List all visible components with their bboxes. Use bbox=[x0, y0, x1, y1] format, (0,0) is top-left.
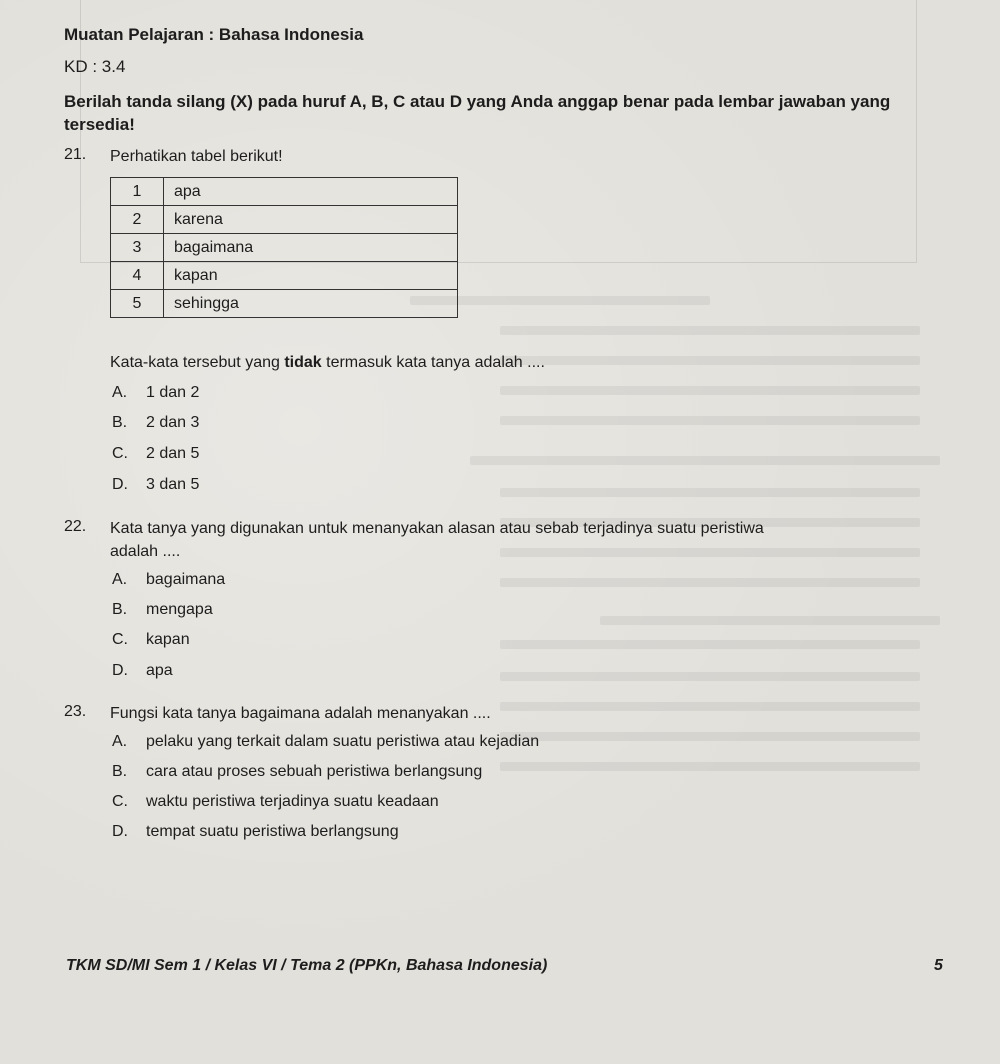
question-22-number: 22. bbox=[64, 518, 87, 535]
ghost-line bbox=[500, 672, 920, 681]
option-22-b-letter[interactable]: B. bbox=[112, 601, 128, 618]
ghost-line bbox=[500, 640, 920, 649]
question-21-prompt: Perhatikan tabel berikut! bbox=[110, 148, 283, 165]
kd-label: KD : 3.4 bbox=[64, 57, 126, 76]
option-22-a-letter[interactable]: A. bbox=[112, 571, 128, 588]
ghost-line bbox=[500, 578, 920, 587]
ghost-line bbox=[600, 616, 940, 625]
option-23-b-text[interactable]: cara atau proses sebuah peristiwa berlangsung bbox=[146, 763, 483, 780]
subject-heading: Muatan Pelajaran : Bahasa Indonesia bbox=[64, 25, 364, 44]
option-23-c-letter[interactable]: C. bbox=[112, 793, 128, 810]
ghost-line bbox=[500, 326, 920, 335]
table-row bbox=[111, 206, 458, 234]
option-22-c-text[interactable]: kapan bbox=[146, 631, 190, 648]
option-22-d-letter[interactable]: D. bbox=[112, 662, 128, 679]
question-22-text-line2: adalah .... bbox=[110, 543, 181, 560]
option-22-d-text[interactable]: apa bbox=[146, 662, 173, 679]
ghost-line bbox=[500, 732, 920, 741]
option-23-d-letter[interactable]: D. bbox=[112, 823, 128, 840]
option-23-d-text[interactable]: tempat suatu peristiwa berlangsung bbox=[146, 823, 399, 840]
table-cell-number: 2 bbox=[111, 206, 164, 234]
option-23-a-text[interactable]: pelaku yang terkait dalam suatu peristiwa atau kejadian bbox=[146, 733, 540, 750]
option-21-b-letter[interactable]: B. bbox=[112, 414, 128, 431]
question-21-text bbox=[110, 352, 545, 374]
instruction-text: Berilah tanda silang (X) pada huruf A, B, C atau D yang Anda anggap benar pada lembar jawaban yang tersedia! bbox=[64, 92, 891, 134]
option-21-a-letter[interactable]: A. bbox=[112, 384, 128, 401]
ghost-line bbox=[500, 416, 920, 425]
option-23-a-letter[interactable]: A. bbox=[112, 733, 128, 750]
ghost-line bbox=[500, 702, 920, 711]
table-cell-number: 3 bbox=[111, 234, 164, 262]
option-21-c-text[interactable]: 2 dan 5 bbox=[146, 445, 200, 462]
table-cell-number: 5 bbox=[111, 290, 164, 318]
question-21-text-emphasis: tidak bbox=[284, 354, 322, 371]
option-23-c-text[interactable]: waktu peristiwa terjadinya suatu keadaan bbox=[146, 793, 439, 810]
table-cell-word: apa bbox=[164, 178, 458, 206]
question-21-number: 21. bbox=[64, 146, 87, 163]
table-row bbox=[111, 234, 458, 262]
table-row bbox=[111, 178, 458, 206]
ghost-line bbox=[500, 548, 920, 557]
table-cell-word: bagaimana bbox=[164, 234, 458, 262]
question-21-text-after: termasuk kata tanya adalah .... bbox=[321, 354, 545, 371]
table-row bbox=[111, 290, 458, 318]
option-21-c-letter[interactable]: C. bbox=[112, 445, 128, 462]
option-22-b-text[interactable]: mengapa bbox=[146, 601, 213, 618]
table-row bbox=[111, 262, 458, 290]
table-cell-word: kapan bbox=[164, 262, 458, 290]
ghost-line bbox=[500, 386, 920, 395]
table-cell-word: sehingga bbox=[164, 290, 458, 318]
ghost-line bbox=[500, 356, 920, 365]
option-21-d-letter[interactable]: D. bbox=[112, 476, 128, 493]
question-23-text: Fungsi kata tanya bagaimana adalah menanyakan .... bbox=[110, 705, 491, 722]
ghost-line bbox=[470, 456, 940, 465]
option-21-a-text[interactable]: 1 dan 2 bbox=[146, 384, 200, 401]
table-cell-word: karena bbox=[164, 206, 458, 234]
page-footer: TKM SD/MI Sem 1 / Kelas VI / Tema 2 (PPKn, Bahasa Indonesia) bbox=[66, 957, 548, 974]
question-23-number: 23. bbox=[64, 703, 87, 720]
ghost-line bbox=[500, 488, 920, 497]
page-number: 5 bbox=[934, 957, 943, 974]
option-21-b-text[interactable]: 2 dan 3 bbox=[146, 414, 200, 431]
option-22-a-text[interactable]: bagaimana bbox=[146, 571, 226, 588]
question-22-text-line1: Kata tanya yang digunakan untuk menanyakan alasan atau sebab terjadinya suatu peristiwa bbox=[110, 520, 764, 537]
question-21-text-before: Kata-kata tersebut yang bbox=[110, 354, 285, 371]
option-23-b-letter[interactable]: B. bbox=[112, 763, 128, 780]
table-cell-number: 4 bbox=[111, 262, 164, 290]
option-22-c-letter[interactable]: C. bbox=[112, 631, 128, 648]
table-cell-number: 1 bbox=[111, 178, 164, 206]
option-21-d-text[interactable]: 3 dan 5 bbox=[146, 476, 200, 493]
ghost-line bbox=[500, 762, 920, 771]
question-words-table bbox=[110, 177, 458, 318]
